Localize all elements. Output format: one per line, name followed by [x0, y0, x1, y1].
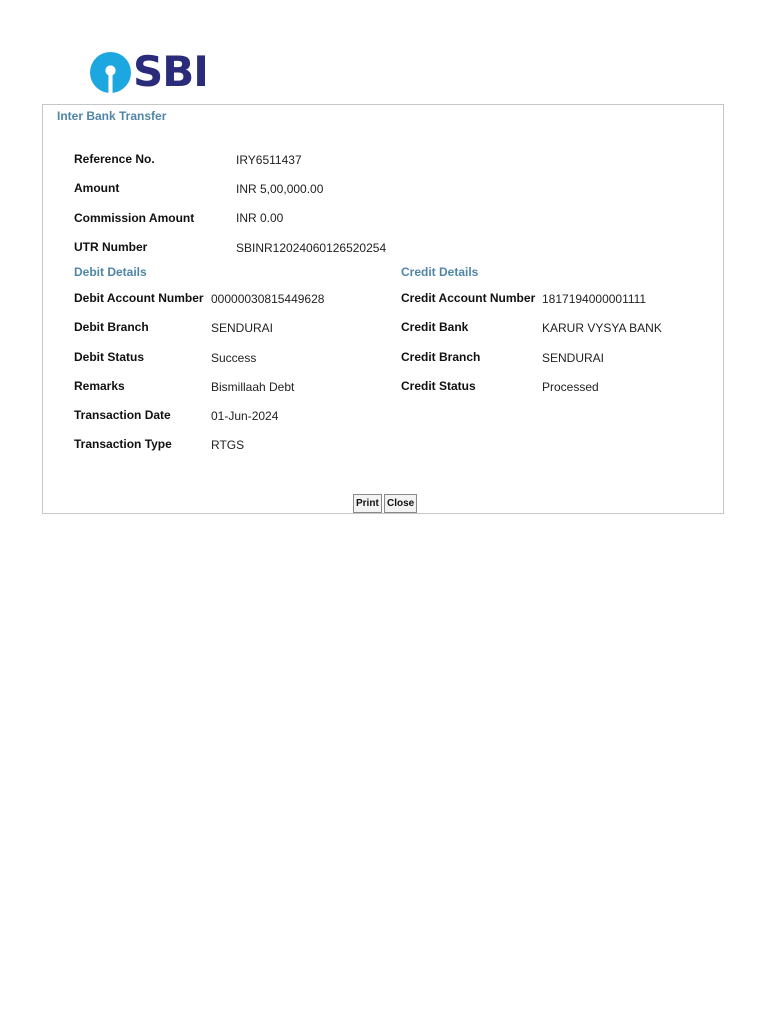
transaction-type-value: RTGS — [211, 438, 245, 452]
sbi-logo-text: SBI — [133, 47, 208, 96]
debit-branch-value: SENDURAI — [211, 321, 274, 335]
credit-bank-label: Credit Bank — [401, 320, 469, 334]
utr-number-label: UTR Number — [74, 240, 148, 254]
panel-title: Inter Bank Transfer — [57, 109, 167, 123]
transaction-date-value: 01-Jun-2024 — [211, 409, 279, 423]
debit-status-value: Success — [211, 351, 257, 365]
credit-account-number-label: Credit Account Number — [401, 291, 536, 305]
reference-no-value: IRY6511437 — [236, 153, 302, 167]
transaction-type-label: Transaction Type — [74, 437, 172, 451]
debit-branch-label: Debit Branch — [74, 320, 149, 334]
debit-account-number-value: 00000030815449628 — [211, 292, 325, 306]
credit-status-label: Credit Status — [401, 379, 476, 393]
credit-details-title: Credit Details — [401, 265, 479, 279]
remarks-label: Remarks — [74, 379, 125, 393]
debit-details-title: Debit Details — [74, 265, 147, 279]
debit-account-number-label: Debit Account Number — [74, 291, 204, 305]
commission-amount-value: INR 0.00 — [236, 211, 284, 225]
print-button[interactable]: Print — [353, 494, 382, 513]
credit-branch-value: SENDURAI — [542, 351, 605, 365]
commission-amount-label: Commission Amount — [74, 211, 195, 225]
amount-label: Amount — [74, 181, 120, 195]
transfer-details-panel — [42, 104, 724, 514]
debit-status-label: Debit Status — [74, 350, 145, 364]
close-button[interactable]: Close — [384, 494, 417, 513]
utr-number-value: SBINR12024060126520254 — [236, 241, 387, 255]
credit-bank-value: KARUR VYSYA BANK — [542, 321, 662, 335]
credit-branch-label: Credit Branch — [401, 350, 481, 364]
transaction-date-label: Transaction Date — [74, 408, 171, 422]
sbi-keyhole-icon — [90, 52, 131, 93]
sbi-logo — [90, 47, 208, 96]
reference-no-label: Reference No. — [74, 152, 155, 166]
remarks-value: Bismillaah Debt — [211, 380, 295, 394]
amount-value: INR 5,00,000.00 — [236, 182, 324, 196]
credit-status-value: Processed — [542, 380, 599, 394]
credit-account-number-value: 1817194000001111 — [542, 292, 647, 306]
